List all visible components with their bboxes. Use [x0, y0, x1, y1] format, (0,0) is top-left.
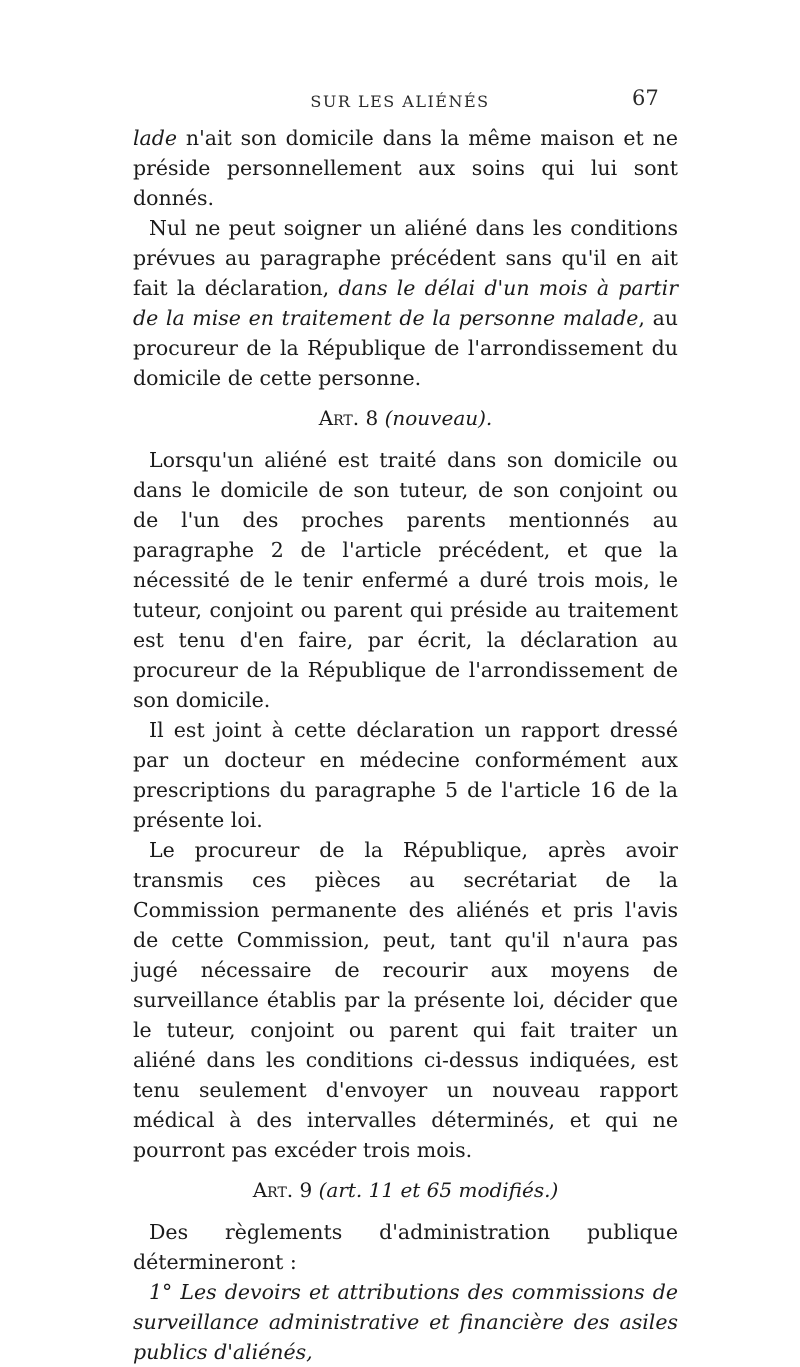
paragraph-home-treatment: Lorsqu'un aliéné est traité dans son domicile ou dans le domicile de son tuteur, de son conjoint ou de l'un des proches parents mentionnés au paragraphe 2 de l'article précédent, et que la nécessité de le tenir enfermé a duré trois mois, le tuteur, conjoint ou parent qui préside au traitement est tenu d'en faire, par écrit, la déclaration au procureur de la République de l'arrondissement de son domicile. [133, 448, 678, 712]
paragraph-continuation [133, 123, 678, 213]
paragraph-text: , au procureur de la République de l'arrondissement du domicile de cette personne. [133, 306, 678, 390]
article-label: Art. [252, 1178, 294, 1202]
paragraph-medical-report: Il est joint à cette déclaration un rapport dressé par un docteur en médecine conformément aux prescriptions du paragraphe 5 de l'article 16 de la présente loi. [133, 718, 678, 832]
paragraph-procureur: Le procureur de la République, après avoir transmis ces pièces au secrétariat de la Commission permanente des aliénés et pris l'avis de cette Commission, peut, tant qu'il n'aura pas jugé nécessaire de recourir aux moyens de surveillance établis par la présente loi, décider que le tuteur, conjoint ou parent qui fait traiter un aliéné dans les conditions ci-dessus indiquées, est tenu seulement d'envoyer un nouveau rapport médical à des intervalles déterminés, et qui ne pourront pas excéder trois mois. [133, 838, 678, 1162]
paragraph-text: n'ait son domicile dans la même maison et ne préside personnellement aux soins qui lui sont donnés. [133, 126, 678, 210]
body-text [133, 123, 678, 1367]
article-number: 9 [299, 1178, 313, 1202]
page-number: 67 [632, 86, 659, 110]
article-qualifier: (nouveau). [384, 406, 493, 430]
running-title: SUR LES ALIÉNÉS [310, 92, 490, 111]
article-9-heading [133, 1175, 678, 1205]
article-number: 8 [365, 406, 379, 430]
paragraph-declaration [133, 213, 678, 393]
italic-phrase: dans le délai d'un mois à partir de la mise en traitement de la personne malade [133, 276, 678, 330]
italic-list-text: 1° Les devoirs et attributions des commissions de surveillance administrative et financière des asiles publics d'aliénés, [133, 1280, 678, 1364]
italic-word: lade [133, 126, 178, 150]
paragraph-text: Nul ne peut soigner un aliéné dans les conditions prévues au paragraphe précédent sans qu'il en ait fait la déclaration, [133, 216, 678, 300]
article-qualifier: (art. 11 et 65 modifiés.) [318, 1178, 559, 1202]
list-item-1 [133, 1277, 678, 1367]
paragraph-regulations: Des règlements d'administration publique détermineront : [133, 1220, 678, 1274]
article-8-heading [133, 403, 678, 433]
article-label: Art. [318, 406, 360, 430]
